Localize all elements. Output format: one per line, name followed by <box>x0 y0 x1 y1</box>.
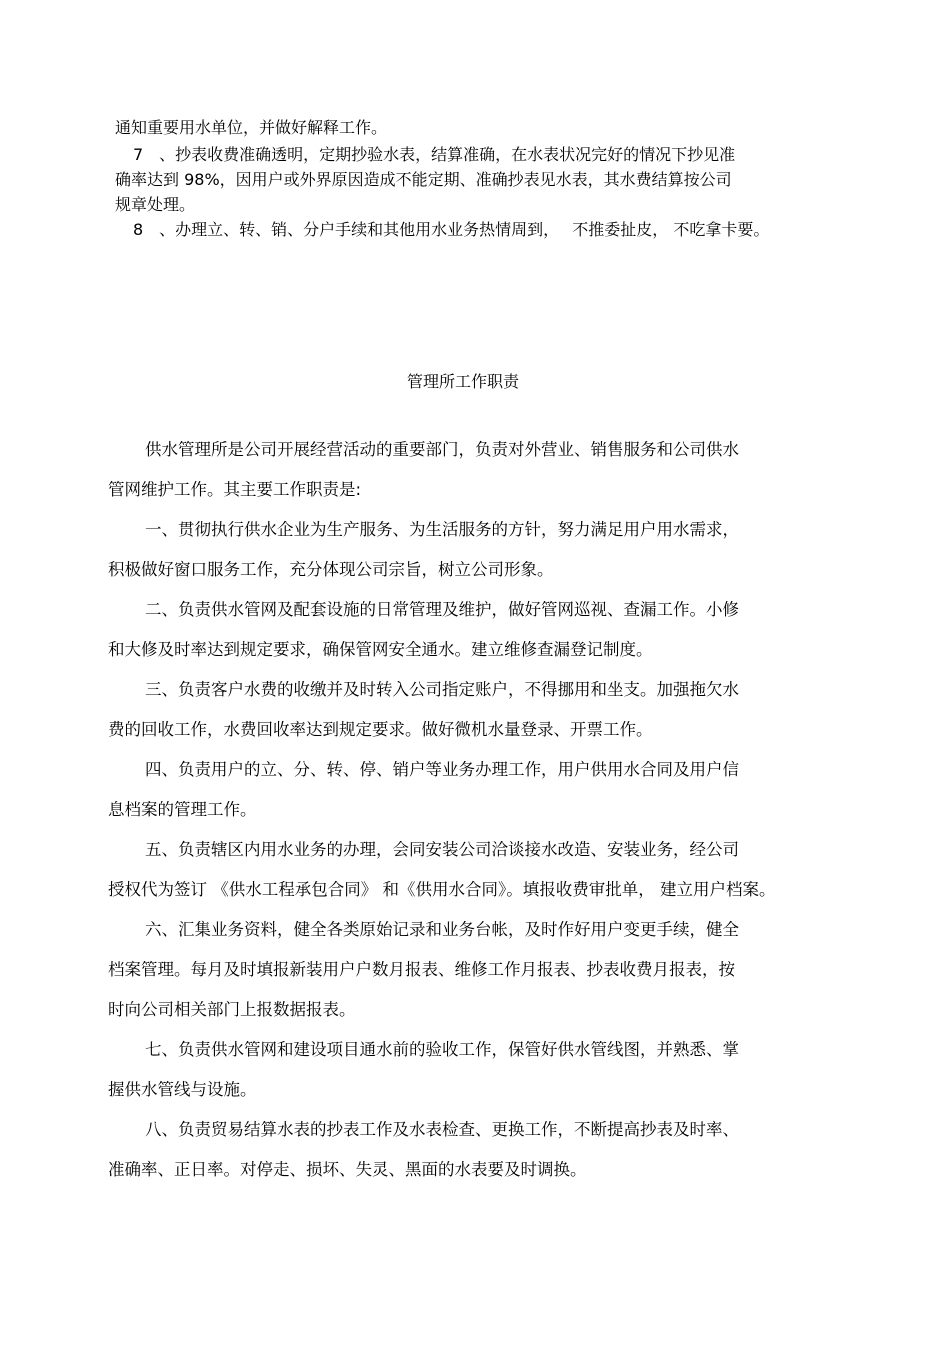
top-line-1: 通知重要用水单位，并做好解释工作。 <box>115 118 388 137</box>
main-line-1: 供水管理所是公司开展经营活动的重要部门，负责对外营业、销售服务和公司供水 <box>145 440 739 459</box>
main-line-15: 时向公司相关部门上报数据报表。 <box>108 1000 356 1019</box>
top-line-2: 7 、抄表收费准确透明，定期抄验水表，结算准确，在水表状况完好的情况下抄见准 <box>133 145 736 164</box>
main-line-10: 息档案的管理工作。 <box>108 800 257 819</box>
main-line-16: 七、负责供水管网和建设项目通水前的验收工作，保管好供水管线图，并熟悉、掌 <box>145 1040 739 1059</box>
main-line-3: 一、贯彻执行供水企业为生产服务、为生活服务的方针，努力满足用户用水需求， <box>145 520 739 539</box>
main-line-5: 二、负责供水管网及配套设施的日常管理及维护，做好管网巡视、查漏工作。小修 <box>145 600 739 619</box>
top-line-3: 确率达到 98%，因用户或外界原因造成不能定期、准确抄表见水表，其水费结算按公司 <box>115 170 732 189</box>
top-line-5: 8 、办理立、转、销、分户手续和其他用水业务热情周到， 不推委扯皮， 不吃拿卡要。 <box>133 220 770 239</box>
main-line-6: 和大修及时率达到规定要求，确保管网安全通水。建立维修查漏登记制度。 <box>108 640 653 659</box>
main-line-7: 三、负责客户水费的收缴并及时转入公司指定账户，不得挪用和坐支。加强拖欠水 <box>145 680 739 699</box>
main-line-8: 费的回收工作，水费回收率达到规定要求。做好微机水量登录、开票工作。 <box>108 720 653 739</box>
main-line-17: 握供水管线与设施。 <box>108 1080 257 1099</box>
top-line-4: 规章处理。 <box>115 195 196 214</box>
main-line-2: 管网维护工作。其主要工作职责是: <box>108 480 362 499</box>
main-line-9: 四、负责用户的立、分、转、停、销户等业务办理工作，用户供用水合同及用户信 <box>145 760 739 779</box>
main-line-19: 准确率、正日率。对停走、损坏、失灵、黑面的水表要及时调换。 <box>108 1160 587 1179</box>
section-title: 管理所工作职责 <box>407 372 520 391</box>
main-line-14: 档案管理。每月及时填报新装用户户数月报表、维修工作月报表、抄表收费月报表，按 <box>108 960 735 979</box>
main-line-11: 五、负责辖区内用水业务的办理，会同安装公司洽谈接水改造、安装业务，经公司 <box>145 840 739 859</box>
main-line-18: 八、负责贸易结算水表的抄表工作及水表检查、更换工作，不断提高抄表及时率、 <box>145 1120 739 1139</box>
main-line-4: 积极做好窗口服务工作，充分体现公司宗旨，树立公司形象。 <box>108 560 554 579</box>
main-line-12: 授权代为签订 《供水工程承包合同》 和《供用水合同》。填报收费审批单， 建立用户档案。 <box>108 880 776 899</box>
main-line-13: 六、汇集业务资料，健全各类原始记录和业务台帐，及时作好用户变更手续，健全 <box>145 920 739 939</box>
